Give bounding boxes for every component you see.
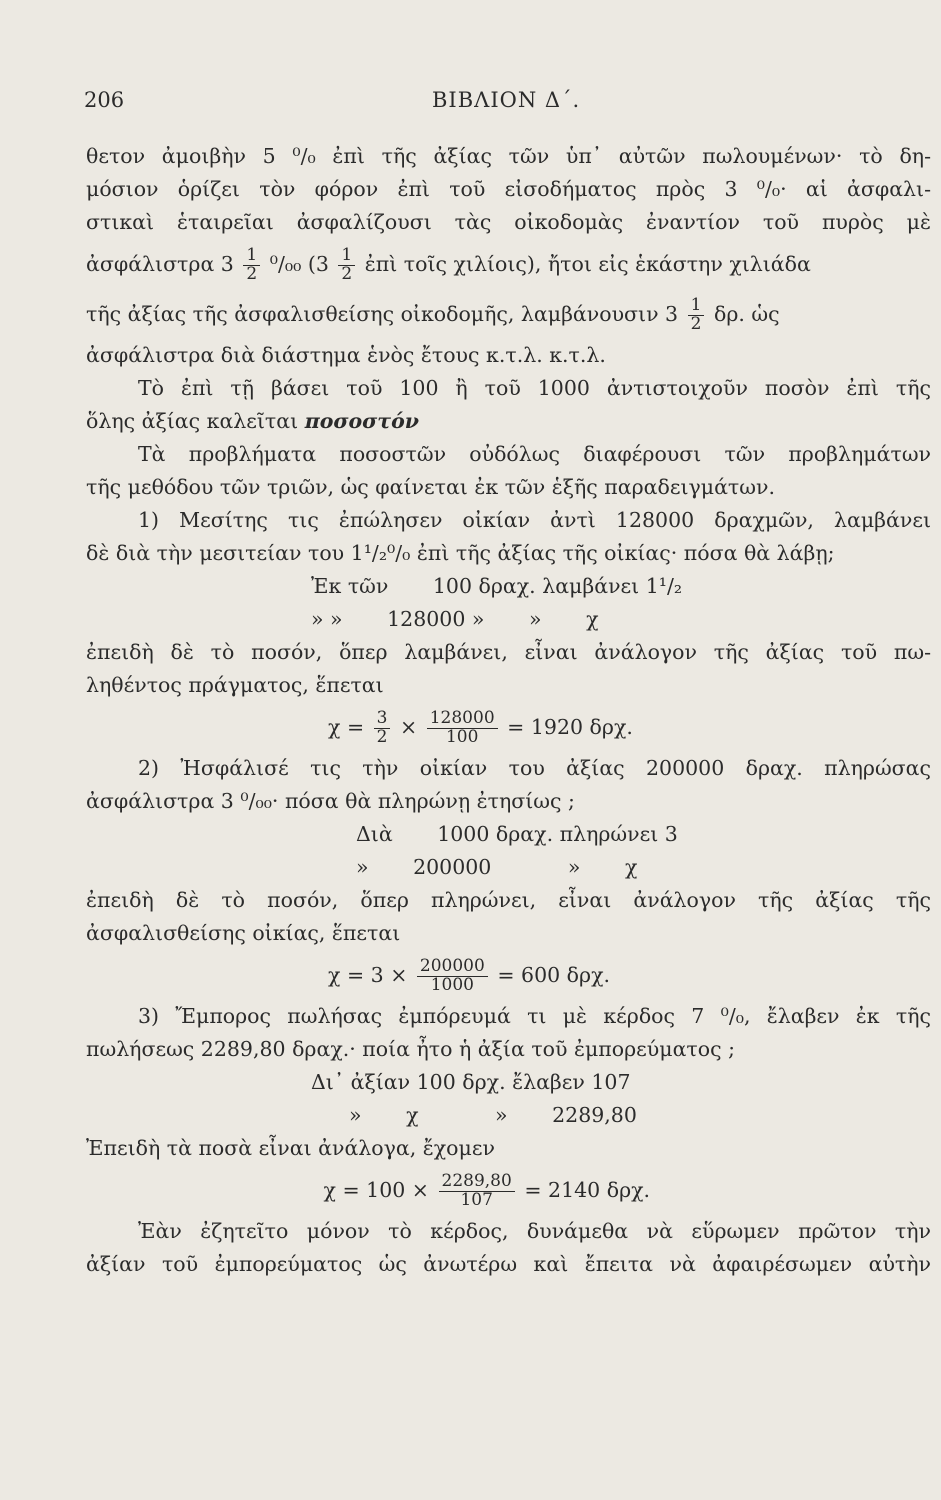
text-line: Ἐκ τῶν 100 δραχ. λαμβάνει 1¹/₂ xyxy=(311,574,683,598)
text-line: πωλήσεως 2289,80 δραχ.· ποία ἦτο ἡ ἀξία τοῦ ἐμπορεύματος ; xyxy=(86,1037,736,1061)
text-line: 2) Ἠσφάλισέ τις τὴν οἰκίαν του ἀξίας 200000 δραχ. πληρώσας xyxy=(138,756,931,780)
text-line: Ἐὰν ἐζητεῖτο μόνον τὸ κέρδος, δυνάμεθα νὰ εὕρωμεν πρῶτον τὴν xyxy=(138,1219,931,1243)
equation: χ = $\frac{3}{2}$ × $\frac{128000}{100}$ = 1920 δρχ. xyxy=(328,708,633,747)
text-line: ἀσφάλιστρα διὰ διάστημα ἑνὸς ἔτους κ.τ.λ. κ.τ.λ. xyxy=(86,343,606,367)
fraction: $\frac{128000}{100}$ xyxy=(427,710,498,747)
text-line: Δι᾽ ἀξίαν 100 δρχ. ἔλαβεν 107 xyxy=(311,1070,631,1094)
text-line: ἀσφάλιστρα 3 ⁰/₀₀· πόσα θὰ πληρώνῃ ἐτησίως ; xyxy=(86,789,575,813)
page-number: 206 xyxy=(84,88,125,112)
text-line: ἀσφάλιστρα 3 $\frac{1}{2}$ ⁰/₀₀ (3 $\frac{1}{2}$ ἐπὶ τοῖς χιλίοις), ἤτοι εἰς ἑκάστην χιλιάδα xyxy=(86,245,811,284)
text-line: ληθέντος πράγματος, ἕπεται xyxy=(86,673,384,697)
text-line: ὅλης ἀξίας καλεῖται ποσοστόν xyxy=(86,409,419,433)
text-line: ἐπειδὴ δὲ τὸ ποσόν, ὅπερ πληρώνει, εἶναι ἀνάλογον τῆς ἀξίας τῆς xyxy=(86,888,931,912)
text-line: θετον ἀμοιβὴν 5 ⁰/₀ ἐπὶ τῆς ἀξίας τῶν ὑπ᾽ αὐτῶν πωλουμένων· τὸ δη- xyxy=(86,144,931,168)
fraction: $\frac{1}{2}$ xyxy=(338,247,355,284)
fraction: $\frac{200000}{1000}$ xyxy=(417,958,488,995)
text-line: μόσιον ὁρίζει τὸν φόρον ἐπὶ τοῦ εἰσοδήματος πρὸς 3 ⁰/₀· αἱ ἀσφαλι- xyxy=(86,177,931,201)
text-line: τῆς ἀξίας τῆς ἀσφαλισθείσης οἰκοδομῆς, λαμβάνουσιν 3 $\frac{1}{2}$ δρ. ὡς xyxy=(86,295,780,334)
text-line: Τὰ προβλήματα ποσοστῶν οὐδόλως διαφέρουσι τῶν προβλημάτων xyxy=(138,442,931,466)
text-line: » » 128000 » » χ xyxy=(311,607,599,631)
fraction: $\frac{2289,80}{107}$ xyxy=(439,1173,515,1210)
fraction: $\frac{3}{2}$ xyxy=(374,710,391,747)
equation: χ = 100 × $\frac{2289,80}{107}$ = 2140 δρχ. xyxy=(323,1171,651,1210)
text-line: δὲ διὰ τὴν μεσιτείαν του 1¹/₂⁰/₀ ἐπὶ τῆς ἀξίας τῆς οἰκίας· πόσα θὰ λάβῃ; xyxy=(86,541,835,565)
text-line: τῆς μεθόδου τῶν τριῶν, ὡς φαίνεται ἐκ τῶν ἑξῆς παραδειγμάτων. xyxy=(86,475,775,499)
text-line: Τὸ ἐπὶ τῇ βάσει τοῦ 100 ἢ τοῦ 1000 ἀντιστοιχοῦν ποσὸν ἐπὶ τῆς xyxy=(138,376,931,400)
text-line: ἐπειδὴ δὲ τὸ ποσόν, ὅπερ λαμβάνει, εἶναι ἀνάλογον τῆς ἀξίας τοῦ πω- xyxy=(86,640,931,664)
running-title: ΒΙΒΛΙΟΝ Δ΄. xyxy=(432,88,581,112)
equation: χ = 3 × $\frac{200000}{1000}$ = 600 δρχ. xyxy=(328,956,611,995)
term-emphasis: ποσοστόν xyxy=(304,409,419,433)
text-line: » 200000 » χ xyxy=(356,855,638,879)
text-line: Διὰ 1000 δραχ. πληρώνει 3 xyxy=(356,822,678,846)
text-line: στικαὶ ἑταιρεῖαι ἀσφαλίζουσι τὰς οἰκοδομὰς ἐναντίον τοῦ πυρὸς μὲ xyxy=(86,210,931,234)
text-line: » χ » 2289,80 xyxy=(349,1103,637,1127)
text-line: ἀξίαν τοῦ ἐμπορεύματος ὡς ἀνωτέρω καὶ ἔπειτα νὰ ἀφαιρέσωμεν αὐτὴν xyxy=(86,1252,931,1276)
text-line: 1) Μεσίτης τις ἐπώλησεν οἰκίαν ἀντὶ 128000 δραχμῶν, λαμβάνει xyxy=(138,508,931,532)
text-line: Ἐπειδὴ τὰ ποσὰ εἶναι ἀνάλογα, ἔχομεν xyxy=(86,1136,495,1160)
fraction: $\frac{1}{2}$ xyxy=(688,297,705,334)
page-header xyxy=(0,88,941,118)
text-line: 3) Ἔμπορος πωλήσας ἐμπόρευμά τι μὲ κέρδος 7 ⁰/₀, ἔλαβεν ἐκ τῆς xyxy=(138,1004,931,1028)
body-text xyxy=(86,140,931,1281)
text-line: ἀσφαλισθείσης οἰκίας, ἕπεται xyxy=(86,921,401,945)
fraction: $\frac{1}{2}$ xyxy=(243,247,260,284)
